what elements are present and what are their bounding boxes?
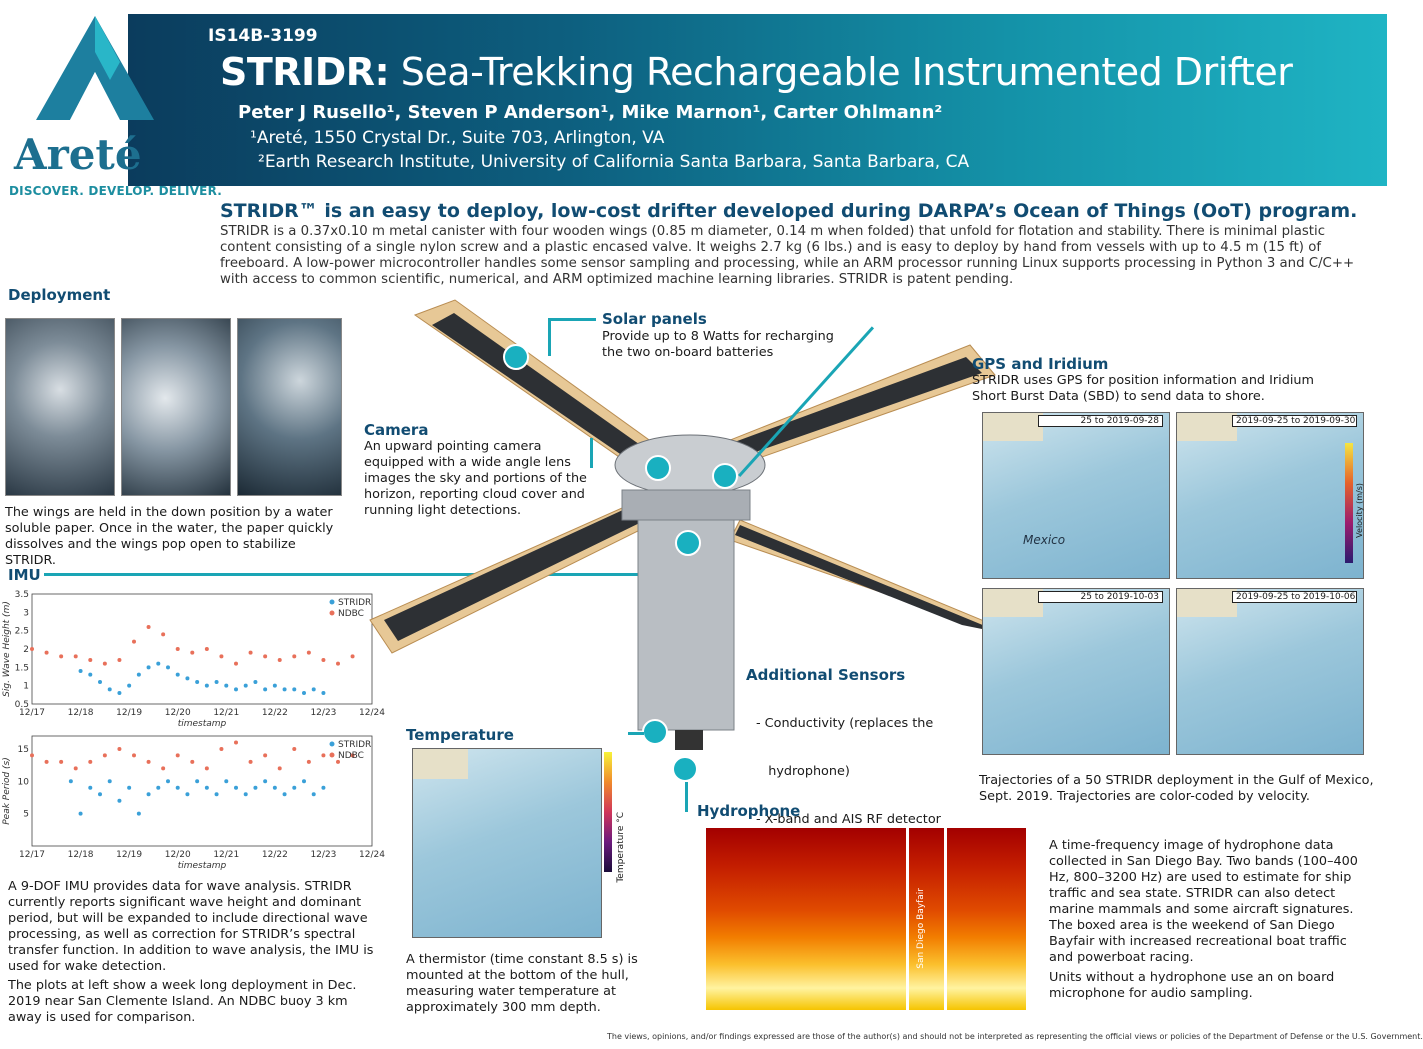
data-point — [88, 786, 92, 790]
intro-headline: STRIDR™ is an easy to deploy, low-cost drifter developed during DARPA’s Ocean of Things (OoT) program. — [220, 200, 1358, 222]
data-point — [79, 812, 83, 816]
data-point — [219, 747, 223, 751]
data-point — [263, 654, 267, 658]
data-point — [244, 684, 248, 688]
data-point — [156, 662, 160, 666]
data-point — [185, 676, 189, 680]
hydrophone-body-1: A time-frequency image of hydrophone data collected in San Diego Bay. Two bands (100–400 Hz, 800–3200 Hz) are used to estimate for ship traffic and sea state. STRIDR can also detect marine mammals and some aircraft signatures. The boxed area is the weekend of San Diego Bayfair with increased recreational boat traffic and powerboat racing. — [1049, 838, 1358, 965]
x-tick-label: 12/20 — [164, 708, 191, 718]
data-point — [108, 779, 112, 783]
hydrophone-callout-vertical — [685, 782, 688, 812]
data-point — [321, 691, 325, 695]
map-label-1: 25 to 2019-09-28 — [1038, 415, 1163, 427]
data-point — [249, 651, 253, 655]
legend-marker — [330, 611, 335, 616]
camera-callout-dot — [645, 455, 671, 481]
data-point — [30, 647, 34, 651]
plot-frame — [32, 736, 372, 846]
solar-callout-dot — [503, 344, 529, 370]
data-point — [88, 658, 92, 662]
data-point — [302, 691, 306, 695]
data-point — [108, 687, 112, 691]
data-point — [321, 753, 325, 757]
data-point — [195, 680, 199, 684]
data-point — [176, 786, 180, 790]
data-point — [253, 786, 257, 790]
data-point — [137, 812, 141, 816]
data-point — [127, 684, 131, 688]
data-point — [302, 779, 306, 783]
data-point — [74, 766, 78, 770]
arete-logo — [0, 0, 223, 200]
data-point — [205, 786, 209, 790]
data-point — [147, 760, 151, 764]
data-point — [292, 747, 296, 751]
y-tick-label: 2 — [23, 645, 29, 655]
data-point — [176, 647, 180, 651]
temperature-callout-line — [628, 732, 644, 735]
map-land — [1177, 589, 1237, 617]
legend-label: NDBC — [338, 609, 364, 619]
map-label-4: 2019-09-25 to 2019-10-06 — [1232, 591, 1357, 603]
sensors-title: Additional Sensors — [746, 666, 906, 684]
x-tick-label: 12/21 — [213, 708, 240, 718]
hydrophone-spectrogram — [706, 828, 1026, 1010]
data-point — [45, 760, 49, 764]
data-point — [263, 687, 267, 691]
gps-body: STRIDR uses GPS for position information and Iridium Short Burst Data (SBD) to send data to shore. — [972, 373, 1314, 404]
imu-body-1: A 9-DOF IMU provides data for wave analysis. STRIDR currently reports significant wave height and dominant period, but will be expanded to include directional wave processing, as well as correction for STRIDR’s spectral transfer function. In addition to wave analysis, the IMU is used for wake detection. — [8, 879, 374, 974]
solar-body: Provide up to 8 Watts for recharging the two on-board batteries — [602, 329, 834, 360]
legend-label: STRIDR — [338, 598, 372, 608]
poster-title — [220, 50, 1292, 94]
data-point — [215, 680, 219, 684]
gps-callout-dot — [712, 463, 738, 489]
data-point — [190, 651, 194, 655]
map-land — [983, 589, 1043, 617]
data-point — [292, 654, 296, 658]
authors: Peter J Rusello¹, Steven P Anderson¹, Mike Marnon¹, Carter Ohlmann² — [238, 102, 943, 123]
data-point — [273, 786, 277, 790]
solar-title: Solar panels — [602, 310, 707, 328]
temperature-colorbar-label: Temperature °C — [616, 812, 626, 883]
x-tick-label: 12/19 — [116, 708, 143, 718]
legend-label: NDBC — [338, 751, 364, 761]
data-point — [176, 753, 180, 757]
data-point — [283, 687, 287, 691]
data-point — [234, 662, 238, 666]
y-tick-label: 0.5 — [14, 700, 29, 710]
data-point — [321, 658, 325, 662]
temperature-title: Temperature — [406, 726, 514, 744]
imu-body-2: The plots at left show a week long deployment in Dec. 2019 near San Clemente Island. An NDBC buoy 3 km away is used for comparison. — [8, 978, 357, 1025]
intro-body: STRIDR is a 0.37x0.10 m metal canister with four wooden wings (0.85 m diameter, 0.14 m when folded) that unfold for flotation and stability. There is minimal plastic content consisting of a single nylon screw and a plastic encased valve. It weighs 2.7 kg (6 lbs.) and is easy to deploy by hand from vessels with up to 4.5 m (15 ft) of freeboard. A low-power microcontroller handles some sensor sampling and processing, while an ARM processor running Linux supports processing in Python 3 and C/C++ with access to common scientific, numerical, and ARM optimized machine learning libraries. STRIDR is patent pending. — [220, 224, 1355, 287]
plot-frame — [32, 594, 372, 704]
x-tick-label: 12/20 — [164, 850, 191, 860]
data-point — [147, 665, 151, 669]
peak-period-chart — [0, 732, 385, 872]
x-tick-label: 12/22 — [261, 708, 288, 718]
data-point — [224, 779, 228, 783]
data-point — [185, 792, 189, 796]
data-point — [263, 779, 267, 783]
affiliation-1: ¹Areté, 1550 Crystal Dr., Suite 703, Arlington, VA — [250, 128, 665, 148]
data-point — [307, 760, 311, 764]
data-point — [147, 792, 151, 796]
legend-marker — [330, 600, 335, 605]
data-point — [117, 691, 121, 695]
title-bold: STRIDR: — [220, 50, 390, 94]
logo-tagline: DISCOVER. DEVELOP. DELIVER. — [9, 184, 223, 198]
deployment-photo-3 — [237, 318, 342, 496]
sensor-item: hydrophone) — [756, 764, 850, 779]
data-point — [127, 786, 131, 790]
hydrophone-body-2: Units without a hydrophone use an on board microphone for audio sampling. — [1049, 970, 1335, 1001]
y-tick-label: 1 — [23, 681, 29, 692]
data-point — [312, 687, 316, 691]
data-point — [278, 766, 282, 770]
data-point — [307, 651, 311, 655]
x-tick-label: 12/23 — [310, 708, 337, 718]
gps-map-2 — [1176, 412, 1364, 579]
data-point — [205, 647, 209, 651]
x-tick-label: 12/24 — [359, 850, 385, 860]
legend-marker — [330, 753, 335, 758]
gps-map-3 — [982, 588, 1170, 755]
x-tick-label: 12/18 — [67, 850, 94, 860]
map-land — [1177, 413, 1237, 441]
x-axis-label: timestamp — [177, 861, 227, 871]
hydrophone-callout-dot — [672, 756, 698, 782]
data-point — [176, 673, 180, 677]
title-rest: Sea-Trekking Rechargeable Instrumented Drifter — [389, 50, 1293, 94]
affiliation-2: ²Earth Research Institute, University of California Santa Barbara, Santa Barbara, CA — [258, 152, 970, 172]
legend-marker — [330, 742, 335, 747]
data-point — [88, 673, 92, 677]
bayfair-box-right — [944, 828, 947, 1010]
sensor-item: - Conductivity (replaces the — [756, 716, 934, 731]
data-point — [234, 740, 238, 744]
logo-word: Areté — [14, 130, 142, 179]
data-point — [195, 779, 199, 783]
sensor-item: - X-band and AIS RF detector — [756, 812, 941, 827]
deployment-photo-1 — [5, 318, 115, 496]
deployment-photo-2 — [121, 318, 231, 496]
temperature-colorbar — [604, 752, 612, 872]
imu-callout-dot — [675, 530, 701, 556]
drifter-collar — [622, 490, 750, 520]
data-point — [117, 658, 121, 662]
data-point — [166, 779, 170, 783]
data-point — [161, 632, 165, 636]
data-point — [166, 665, 170, 669]
data-point — [215, 792, 219, 796]
wing-bottom-left — [370, 500, 660, 653]
x-axis-label: timestamp — [177, 719, 227, 729]
data-point — [103, 753, 107, 757]
bayfair-label: San Diego Bayfair — [916, 888, 926, 969]
data-point — [161, 766, 165, 770]
data-point — [278, 658, 282, 662]
data-point — [234, 687, 238, 691]
data-point — [321, 786, 325, 790]
data-point — [45, 651, 49, 655]
data-point — [273, 684, 277, 688]
bayfair-box-left — [906, 828, 909, 1010]
imu-title: IMU — [8, 566, 41, 584]
x-tick-label: 12/22 — [261, 850, 288, 860]
data-point — [147, 625, 151, 629]
gps-caption: Trajectories of a 50 STRIDR deployment in the Gulf of Mexico, Sept. 2019. Trajectories are color-coded by velocity. — [979, 773, 1374, 804]
data-point — [117, 747, 121, 751]
data-point — [103, 662, 107, 666]
y-tick-label: 15 — [17, 744, 29, 755]
x-tick-label: 12/17 — [19, 708, 45, 718]
data-point — [205, 766, 209, 770]
logo-mark-icon — [0, 0, 200, 150]
y-axis-label: Sig. Wave Height (m) — [2, 601, 12, 697]
gps-map-4 — [1176, 588, 1364, 755]
data-point — [69, 779, 73, 783]
gps-title: GPS and Iridium — [972, 355, 1109, 373]
x-tick-label: 12/18 — [67, 708, 94, 718]
wave-height-chart — [0, 588, 385, 730]
data-point — [219, 654, 223, 658]
map-label-3: 25 to 2019-10-03 — [1038, 591, 1163, 603]
data-point — [74, 654, 78, 658]
data-point — [234, 786, 238, 790]
data-point — [156, 786, 160, 790]
poster-id: IS14B-3199 — [208, 26, 318, 46]
data-point — [205, 684, 209, 688]
gps-map-1 — [982, 412, 1170, 579]
velocity-colorbar-label: Velocity (m/s) — [1355, 483, 1364, 538]
data-point — [283, 792, 287, 796]
data-point — [132, 753, 136, 757]
x-tick-label: 12/21 — [213, 850, 240, 860]
deployment-title: Deployment — [8, 286, 111, 304]
hydrophone-sensor — [675, 730, 703, 750]
data-point — [244, 792, 248, 796]
data-point — [132, 640, 136, 644]
data-point — [30, 753, 34, 757]
x-tick-label: 12/24 — [359, 708, 385, 718]
legend-label: STRIDR — [338, 740, 372, 750]
data-point — [263, 753, 267, 757]
y-tick-label: 1.5 — [14, 663, 29, 674]
data-point — [336, 662, 340, 666]
data-point — [292, 687, 296, 691]
y-tick-label: 5 — [23, 809, 29, 820]
map-land — [983, 413, 1043, 441]
data-point — [224, 684, 228, 688]
data-point — [137, 673, 141, 677]
camera-title: Camera — [364, 421, 429, 439]
data-point — [59, 654, 63, 658]
data-point — [292, 786, 296, 790]
disclaimer: The views, opinions, and/or findings expressed are those of the author(s) and should not be interpreted as representing the official views or policies of the Department of Defense or the U.S. Government. — [607, 1032, 1423, 1041]
data-point — [98, 680, 102, 684]
data-point — [253, 680, 257, 684]
temperature-callout-dot — [642, 719, 668, 745]
y-axis-label: Peak Period (s) — [2, 757, 12, 825]
map-word: Mexico — [1023, 533, 1066, 547]
solar-callout-line — [548, 318, 596, 321]
data-point — [249, 760, 253, 764]
temperature-map — [412, 748, 602, 938]
map-land — [413, 749, 468, 779]
drifter-lid — [615, 435, 765, 495]
data-point — [117, 799, 121, 803]
x-tick-label: 12/19 — [116, 850, 143, 860]
y-tick-label: 3 — [23, 608, 29, 619]
data-point — [88, 760, 92, 764]
data-point — [190, 760, 194, 764]
solar-callout-vertical — [548, 318, 551, 356]
map-label-2: 2019-09-25 to 2019-09-30 — [1232, 415, 1357, 427]
temperature-body: A thermistor (time constant 8.5 s) is mounted at the bottom of the hull, measuring water temperature at approximately 300 mm depth. — [406, 952, 638, 1015]
x-tick-label: 12/23 — [310, 850, 337, 860]
y-tick-label: 2.5 — [14, 626, 29, 637]
y-tick-label: 3.5 — [14, 590, 29, 600]
hydrophone-title: Hydrophone — [697, 802, 801, 820]
x-tick-label: 12/17 — [19, 850, 45, 860]
velocity-colorbar — [1345, 443, 1353, 563]
data-point — [79, 669, 83, 673]
data-point — [98, 792, 102, 796]
data-point — [59, 760, 63, 764]
camera-body: An upward pointing camera equipped with a wide angle lens images the sky and portions of the horizon, reporting cloud cover and running light detections. — [364, 439, 587, 518]
data-point — [312, 792, 316, 796]
data-point — [351, 654, 355, 658]
y-tick-label: 10 — [17, 777, 29, 788]
deployment-caption: The wings are held in the down position by a water soluble paper. Once in the water, the paper quickly dissolves and the wings pop open to stabilize STRIDR. — [5, 505, 334, 568]
